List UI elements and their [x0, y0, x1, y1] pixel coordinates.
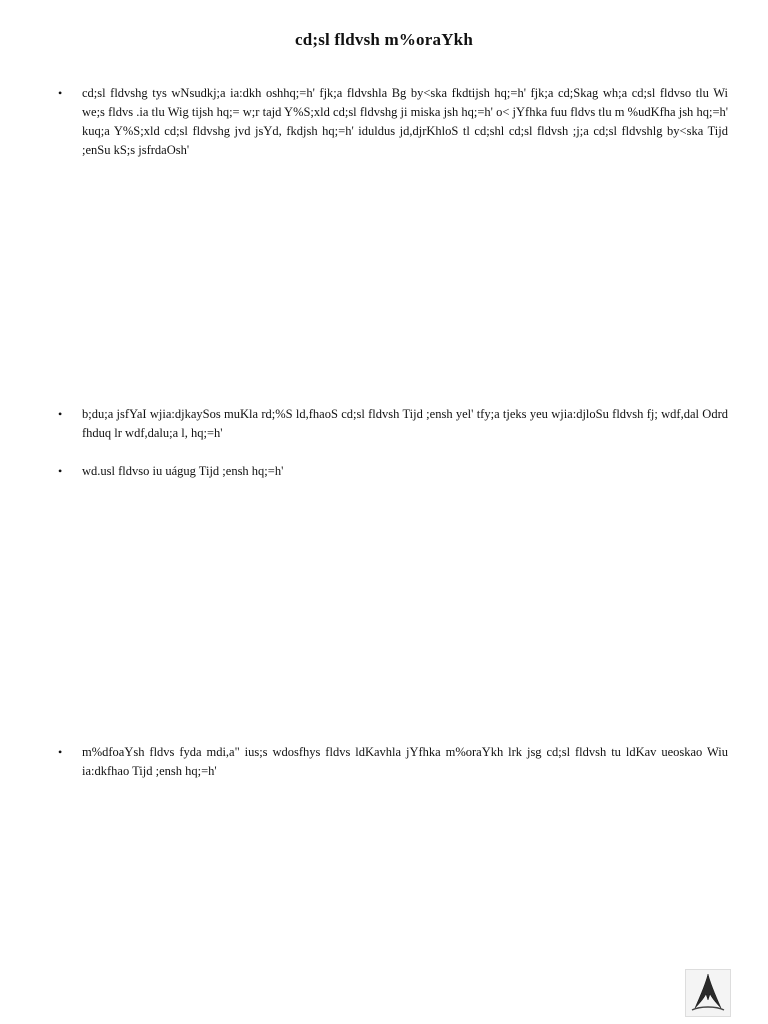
bullet-dot: •	[58, 745, 63, 759]
emblem-logo-svg	[686, 970, 730, 1016]
emblem-logo-icon	[685, 969, 731, 1017]
bullet-dot: •	[58, 407, 63, 421]
page-title: cd;sl fldvsh m%oraYkh	[294, 30, 473, 49]
list-item	[58, 743, 728, 781]
bullet-dot: •	[58, 86, 63, 100]
list-item-text: b;du;a jsfYaI wjia:djkaySos muKla rd;%S ld,fhaoS cd;sl fldvsh Tijd ;ensh yel' tfy;a tjeks yeu wjia:djloSu fldvsh fj; wdf,dal Odrd fhduq lr wdf,dalu;a l, hq;=h'	[82, 407, 728, 440]
list-item-text: cd;sl fldvshg tys wNsudkj;a ia:dkh oshhq;=h' fjk;a fldvshla Bg by<ska fkdtijsh hq;=h' fjk;a cd;Skag wh;a cd;sl fldvso tlu Wi we;s fldvs .ia tlu Wig tijsh hq;= w;r tajd Y%S;xld cd;sl fldvshg ji miska jsh hq;=h' o< jYfhka fuu fldvs tlu m %udKfha jsh hq;=h' kuq;a Y%S;xld cd;sl fldvshg jvd jsYd, fkdjsh hq;=h' iduldus jd,djrKhloS tl cd;shl cd;sl fldvsh ;j;a cd;sl fldvshlg by<ska Tijd ;enSu kS;s jsfrdaOsh'	[82, 86, 728, 157]
list-item-text: wd.usl fldvso iu uágug Tijd ;ensh hq;=h'	[82, 464, 284, 478]
list-item	[58, 405, 728, 443]
list-item	[58, 84, 728, 160]
list-item	[58, 462, 728, 481]
list-item-text: m%dfoaYsh fldvs fyda mdi,a" ius;s wdosfhys fldvs ldKavhla jYfhka m%oraYkh lrk jsg cd;sl fldvsh tu ldKav ueoskao Wiu ia:dkfhao Tijd ;ensh hq;=h'	[82, 745, 728, 778]
bullet-dot: •	[58, 464, 63, 478]
